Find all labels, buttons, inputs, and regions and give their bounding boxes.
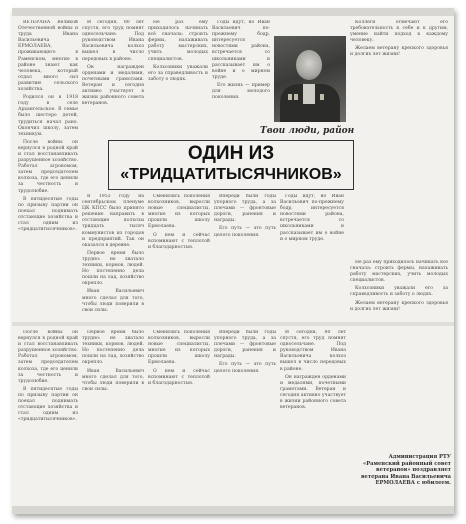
paragraph: И сегодня, 80 лет спустя, его труд помнят односельчане. Под руководством Ивана Васильевича колхоз вышел в число передовых в районе. — [82, 20, 144, 62]
paragraph: И сегодня, 80 лет спустя, его труд помнят односельчане. Под руководством Ивана Васильевича колхоз вышел в число передовых в районе. — [280, 330, 346, 372]
paragraph: Родился он в 1918 году в селе Архангельское. В семье было шестеро детей, трудиться начал рано. Окончил школу, затем техникум. — [18, 95, 78, 137]
headline-line-1: ОДИН ИЗ — [187, 143, 275, 164]
article-column-3 — [148, 20, 208, 136]
paragraph: Первое время было трудно: не хватало техники, кормов, людей. Но постепенно дела пошли на лад, хозяйство окрепло. — [82, 250, 144, 287]
paragraph: Годы идут, но Иван Васильевич по-прежнему бодр, интересуется новостями района, встречается со школьниками и рассказывает им о войне и о мирном труде. — [212, 20, 270, 80]
paragraph: Желаем ветерану крепкого здоровья и долгих лет жизни! — [350, 46, 448, 58]
paragraph: Его жизнь — пример для молодого поколения. — [212, 82, 270, 101]
paragraph: О нем и сейчас вспоминают с теплотой и благодарностью. — [148, 232, 210, 250]
lower-column-right — [350, 260, 448, 448]
article-column-7 — [214, 194, 276, 318]
paragraph: После войны он вернулся в родной край и стал восстанавливать разрушенное хозяйство. Работал агрономом, затем председателем колхоза, где его ценили за честность и трудолюбие. — [18, 330, 78, 384]
paragraph: Его путь — это путь целого поколения. — [214, 226, 276, 238]
article-column-6 — [148, 194, 210, 318]
article-column-5 — [82, 194, 144, 318]
article-column-right — [350, 20, 448, 252]
lower-column-5 — [280, 330, 346, 510]
paragraph: В пятидесятые годы по призыву партии он поехал поднимать отстающие хозяйства и стал одним из «тридцатитысячников». — [18, 196, 78, 233]
article-column-4 — [212, 20, 270, 136]
top-fold-strip — [12, 8, 454, 16]
paragraph: Колхозники уважали его за справедливость и заботу о людях. — [350, 286, 448, 298]
paragraph: Колхозники уважали его за справедливость и заботу о людях. — [148, 64, 208, 82]
paragraph: Первое время было трудно: не хватало техники, кормов, людей. Но постепенно дела пошли на лад, хозяйство окрепло. — [82, 330, 144, 366]
paragraph: Он награжден орденами и медалями, почетными грамотами. Ветеран и сегодня активно участвует в жизни районного совета ветеранов. — [82, 64, 144, 107]
portrait-face — [296, 50, 322, 80]
veteran-portrait-photo — [274, 36, 346, 122]
paragraph: В пятидесятые годы по призыву партии он поехал поднимать отстающие хозяйства и стал одним из «тридцатитысячников». — [18, 386, 78, 423]
paragraph: Иван Васильевич много сделал для того, чтобы люди поверили в свои силы. — [82, 289, 144, 313]
paragraph: Он награжден орденами и медалями, почетными грамотами. Ветеран и сегодня активно участвует в жизни районного совета ветеранов. — [280, 374, 346, 411]
paragraph: Его путь — это путь целого поколения. — [214, 362, 276, 374]
congratulation-note: Администрация РТУ «Раменский районный совет ветеранов» поздравляет ветерана Ивана Васильевича ЕРМОЛАЕВА с юбилеем. — [360, 454, 451, 487]
medal-icon — [320, 94, 324, 100]
paragraph: О нем и сейчас вспоминают с теплотой и благодарностью. — [148, 368, 210, 386]
paragraph: Не раз ему приходилось начинать всё сначала: строить фермы, налаживать работу мастерских, учить молодых специалистов. — [148, 20, 208, 62]
paragraph: Впереди были годы упорного труда, а за плечами — фронтовые дороги, ранения и награды. — [214, 330, 276, 360]
lower-column-4 — [214, 330, 276, 510]
portrait-shirt — [303, 84, 315, 104]
article-column-1 — [18, 20, 78, 318]
medal-icon — [288, 94, 292, 100]
lower-column-3 — [148, 330, 210, 510]
article-headline — [108, 140, 354, 190]
paragraph: Коллеги отмечают его требовательность к себе и к другим, умение найти подход к каждому человеку. — [350, 20, 448, 44]
medal-icon — [294, 94, 298, 100]
newspaper-clipping — [12, 8, 454, 514]
section-rubric: Твои люди, район — [260, 126, 355, 136]
paragraph: Иван Васильевич много сделал для того, чтобы люди поверили в свои силы. — [82, 368, 144, 392]
paragraph: В 1953 году на сентябрьском пленуме ЦК КПСС было принято решение направить в отстающие колхозы тридцать тысяч коммунистов из городов и предприятий. Так он оказался в деревне. — [82, 194, 144, 248]
paragraph: Желаем ветерану крепкого здоровья и долгих лет жизни! — [350, 300, 448, 312]
paragraph: ВЕТЕРАНА Великой Отечественной войны и труда Ивана Васильевича ЕРМОЛАЕВА, проживающего в Раменском, многие в районе знают как человека, который отдал много сил развитию сельского хозяйства. — [18, 20, 78, 93]
paragraph: Годы идут, но Иван Васильевич по-прежнему бодр, интересуется новостями района, встречается со школьниками и рассказывает им о войне и о мирном труде. — [280, 194, 344, 242]
lower-column-1 — [18, 330, 78, 510]
paragraph: Впереди были годы упорного труда, а за плечами — фронтовые дороги, ранения и награды. — [214, 194, 276, 224]
paragraph: После войны он вернулся в родной край и стал восстанавливать разрушенное хозяйство. Работал агрономом, затем председателем колхоза, где его ценили за честность и трудолюбие. — [18, 139, 78, 194]
paragraph: Не раз ему приходилось начинать всё сначала: строить фермы, налаживать работу мастерских, учить молодых специалистов. — [350, 260, 448, 284]
lower-column-2 — [82, 330, 144, 510]
headline-line-2: «ТРИДЦАТИТЫСЯЧНИКОВ» — [120, 166, 342, 183]
bottom-fold-strip — [12, 506, 454, 514]
article-column-8 — [280, 194, 344, 318]
article-column-2 — [82, 20, 144, 136]
paragraph: Сменились поколения колхозников, выросли новые специалисты, многие из которых прошли школу Ермолаева. — [148, 330, 210, 366]
paragraph: Сменились поколения колхозников, выросли новые специалисты, многие из которых прошли школу Ермолаева. — [148, 194, 210, 230]
